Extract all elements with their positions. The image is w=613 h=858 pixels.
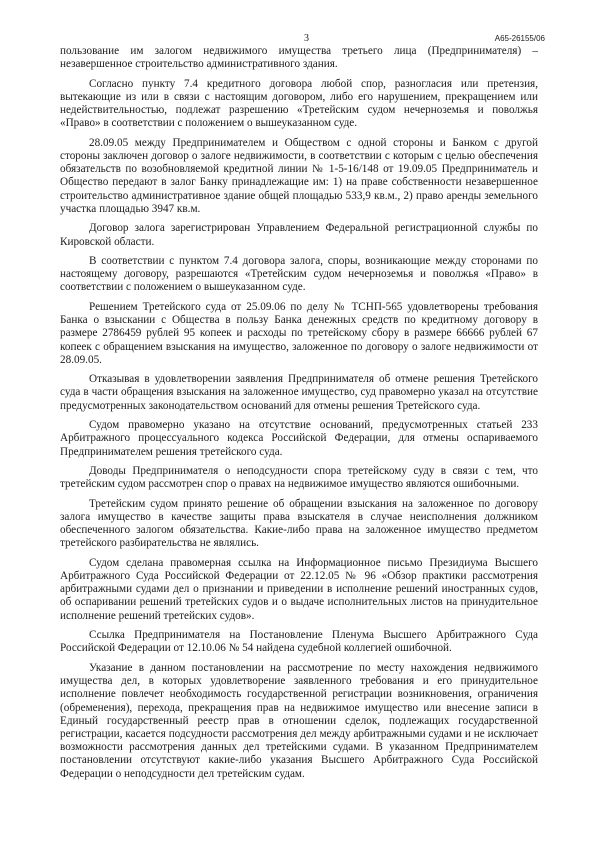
- page-number: 3: [304, 33, 309, 44]
- paragraph: Отказывая в удовлетворении заявления Предпринимателя об отмене решения Третейского суда в части обращения взыскания на заложенное имущество, суд правомерно указал на отсутствие предусмотренных законодательством оснований для отмены решения Третейского суда.: [60, 373, 538, 412]
- paragraph: Третейским судом принято решение об обращении взыскания на заложенное по договору залога имущество в качестве защиты права взыскателя в случае неисполнения должником обеспеченного залогом обязательства. Какие-либо права на заложенное имущество предметом третейского разбирательства не являлись.: [60, 497, 538, 550]
- document-body: [60, 45, 538, 787]
- paragraph: В соответствии с пунктом 7.4 договора залога, споры, возникающие между сторонами по настоящему договору, разрешаются «Третейским судом нечерноземья и поволжья «Право» в соответствии с положением о вышеуказанном суде.: [60, 255, 538, 294]
- paragraph: пользование им залогом недвижимого имущества третьего лица (Предпринимателя) – незавершенное строительство административного здания.: [60, 45, 538, 71]
- paragraph: Доводы Предпринимателя о неподсудности спора третейскому суду в связи с тем, что третейским судом рассмотрен спор о правах на недвижимое имущество являются ошибочными.: [60, 465, 538, 491]
- paragraph: 28.09.05 между Предпринимателем и Обществом с одной стороны и Банком с другой стороны заключен договор о залоге недвижимости, в соответствии с которым с целью обеспечения обязательств по возобновляемой кредитной линии № 1-5-16/148 от 19.09.05 Предприниматель и Общество передают в залог Банку принадлежащие им: 1) на праве собственности незавершенное строительство административное здание общей площадью 533,9 кв.м., 2) право аренды земельного участка площадью 3947 кв.м.: [60, 136, 538, 215]
- paragraph: Судом правомерно указано на отсутствие оснований, предусмотренных статьей 233 Арбитражного процессуального кодекса Российской Федерации, для отмены оспариваемого Предпринимателем решения третейского суда.: [60, 419, 538, 458]
- paragraph: Ссылка Предпринимателя на Постановление Пленума Высшего Арбитражного Суда Российской Федерации от 12.10.06 № 54 найдена судебной коллегией ошибочной.: [60, 629, 538, 655]
- paragraph: Указание в данном постановлении на рассмотрение по месту нахождения недвижимого имущества дел, в которых удовлетворение заявленного требования и его принудительное исполнение повлечет необходимость государственной регистрации возникновения, ограничения (обременения), перехода, прекращения прав на недвижимое имущество или внесение записи в Единый государственный реестр прав в отношении сделок, подлежащих государственной регистрации, касается подсудности рассмотрения дел между арбитражными судами и не исключает возможности рассмотрения данных дел третейскими судами. В указанном Предпринимателем постановлении отсутствуют какие-либо указания Высшего Арбитражного Суда Российской Федерации о неподсудности дел третейским судам.: [60, 661, 538, 780]
- paragraph: Судом сделана правомерная ссылка на Информационное письмо Президиума Высшего Арбитражного Суда Российской Федерации от 22.12.05 № 96 «Обзор практики рассмотрения арбитражными судами дел о признании и приведении в исполнение решений иностранных судов, об оспаривании решений третейских судов и о выдаче исполнительных листов на принудительное исполнение решений третейских судов».: [60, 556, 538, 622]
- paragraph: Решением Третейского суда от 25.09.06 по делу № ТСНП-565 удовлетворены требования Банка о взыскании с Общества в пользу Банка денежных средств по кредитному договору в размере 2786459 рублей 95 копеек и расходы по третейскому сбору в размере 66666 рублей 67 копеек с обращением взыскания на имущество, заложенное по договору о залоге недвижимости от 28.09.05.: [60, 300, 538, 366]
- case-number: А65-26155/06: [494, 34, 545, 43]
- paragraph: Согласно пункту 7.4 кредитного договора любой спор, разногласия или претензия, вытекающие из или в связи с настоящим договором, либо его нарушением, прекращением или недействительностью, подлежат разрешению «Третейским судом нечерноземья и поволжья «Право» в соответствии с положением о вышеуказанном суде.: [60, 77, 538, 130]
- paragraph: Договор залога зарегистрирован Управлением Федеральной регистрационной службы по Кировской области.: [60, 222, 538, 248]
